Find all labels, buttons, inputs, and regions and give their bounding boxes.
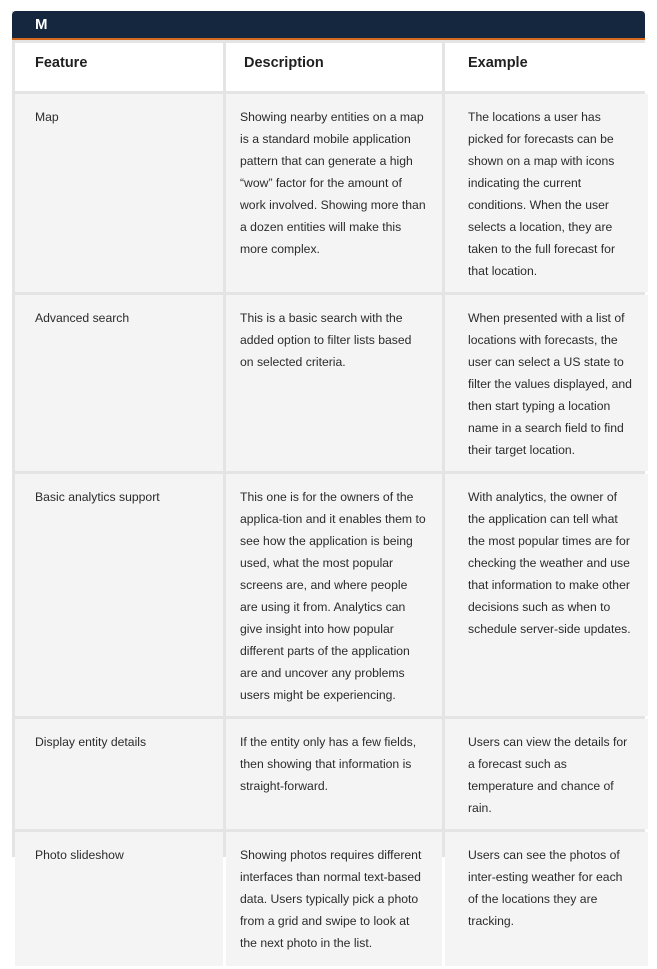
table-title: M — [35, 16, 48, 33]
table-title-bar — [12, 11, 645, 40]
example-cell: Users can view the details for a forecast such as temperature and chance of rain. — [445, 719, 648, 829]
feature-cell: Photo slideshow — [15, 832, 223, 966]
example-cell: The locations a user has picked for forecasts can be shown on a map with icons indicating the current conditions. When the user selects a location, they are taken to the full forecast for that location. — [445, 94, 648, 292]
table-row — [15, 832, 648, 966]
feature-cell: Map — [15, 94, 223, 292]
table-row — [15, 474, 648, 716]
feature-cell: Advanced search — [15, 295, 223, 471]
feature-table — [12, 40, 651, 969]
feature-cell: Basic analytics support — [15, 474, 223, 716]
header-row — [15, 43, 648, 91]
header-feature: Feature — [15, 43, 223, 91]
description-cell: Showing nearby entities on a map is a standard mobile application pattern that can generate a high “wow” factor for the amount of work involved. Showing more than a dozen entities will make this more complex. — [226, 94, 442, 292]
table-row — [15, 295, 648, 471]
table-row — [15, 719, 648, 829]
feature-cell: Display entity details — [15, 719, 223, 829]
description-cell: This one is for the owners of the applica-tion and it enables them to see how the application is being used, what the most popular screens are, and where people are using it from. Analytics can give insight into how popular different parts of the application are and uncover any problems users might be experiencing. — [226, 474, 442, 716]
header-example: Example — [445, 43, 648, 91]
example-cell: With analytics, the owner of the application can tell what the most popular times are for checking the weather and use that information to make other decisions such as when to schedule server-side updates. — [445, 474, 648, 716]
feature-table-figure — [12, 11, 645, 950]
description-cell: Showing photos requires different interfaces than normal text-based data. Users typically pick a photo from a grid and swipe to look at the next photo in the list. — [226, 832, 442, 966]
example-cell: Users can see the photos of inter-esting weather for each of the locations they are tracking. — [445, 832, 648, 966]
table-row — [15, 94, 648, 292]
description-cell: If the entity only has a few fields, then showing that information is straight-forward. — [226, 719, 442, 829]
header-description: Description — [226, 43, 442, 91]
example-cell: When presented with a list of locations with forecasts, the user can select a US state to filter the values displayed, and then start typing a location name in a search field to find their target location. — [445, 295, 648, 471]
description-cell: This is a basic search with the added option to filter lists based on selected criteria. — [226, 295, 442, 471]
